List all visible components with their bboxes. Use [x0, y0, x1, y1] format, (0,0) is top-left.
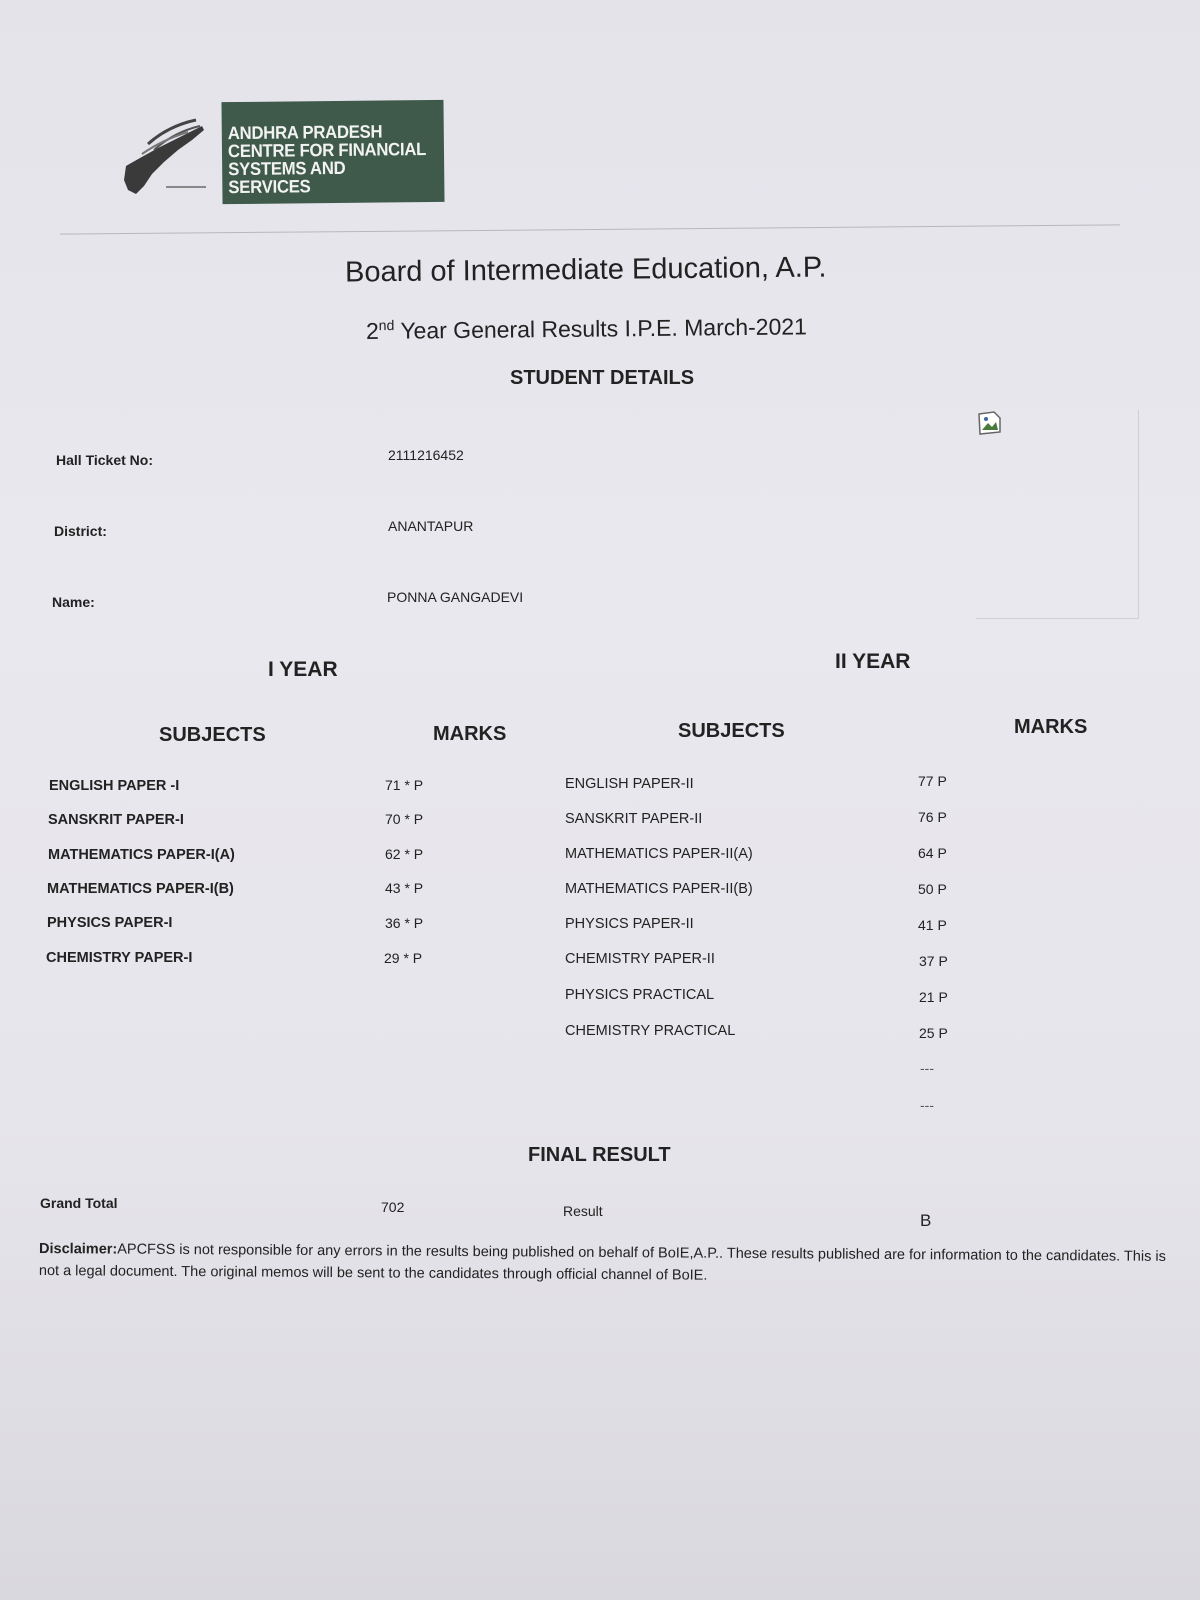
second-year-subject: ENGLISH PAPER-II [565, 776, 694, 792]
hall-ticket-value: 2111216452 [388, 447, 464, 463]
student-details-heading: STUDENT DETAILS [510, 367, 695, 389]
logo-line-3: SYSTEMS AND SERVICES [228, 157, 346, 198]
result-label: Result [563, 1203, 603, 1219]
first-year-marks: 36 * P [385, 915, 424, 931]
second-year-marks: 76 P [918, 809, 947, 825]
second-year-subjects-header: SUBJECTS [678, 720, 785, 742]
first-year-marks: 71 * P [385, 777, 424, 793]
logo-line-2: CENTRE FOR FINANCIAL [227, 139, 427, 162]
student-photo-placeholder [976, 410, 1139, 619]
second-year-subject: MATHEMATICS PAPER-II(B) [565, 881, 753, 897]
final-result-heading: FINAL RESULT [528, 1144, 671, 1166]
name-value: PONNA GANGADEVI [387, 589, 524, 605]
second-year-subject: PHYSICS PAPER-II [565, 916, 694, 932]
first-year-marks: 43 * P [385, 880, 424, 896]
second-year-empty-marks: --- [920, 1060, 934, 1076]
second-year-subject: CHEMISTRY PAPER-II [565, 951, 715, 967]
first-year-subject: MATHEMATICS PAPER-I(B) [47, 881, 234, 897]
first-year-marks: 70 * P [385, 811, 424, 827]
apcfss-logo [221, 100, 444, 204]
ap-state-map-logo-icon [118, 114, 210, 206]
district-value: ANANTAPUR [388, 518, 474, 534]
first-year-heading: I YEAR [268, 658, 338, 681]
first-year-subject: ENGLISH PAPER -I [49, 778, 180, 794]
header-divider [60, 224, 1120, 234]
first-year-subject: SANSKRIT PAPER-I [48, 812, 184, 828]
second-year-subject: CHEMISTRY PRACTICAL [565, 1023, 736, 1039]
second-year-marks: 41 P [918, 917, 947, 933]
name-label: Name: [52, 594, 95, 610]
second-year-subject: MATHEMATICS PAPER-II(A) [565, 846, 753, 862]
logo-line-1: ANDHRA PRADESH [227, 121, 383, 144]
page-title: Board of Intermediate Education, A.P. [344, 251, 827, 289]
second-year-heading: II YEAR [835, 650, 911, 673]
second-year-empty-marks: --- [920, 1097, 934, 1113]
disclaimer: Disclaimer:APCFSS is not responsible for any errors in the results being published on behalf of BoIE,A.P.. These results published are for information to the candidates. This is not a legal document. The original memos will be sent to the candidates through official channel of BoIE. [38, 1241, 1166, 1284]
first-year-marks-header: MARKS [433, 723, 507, 745]
broken-image-icon [976, 410, 1004, 436]
second-year-marks: 50 P [918, 881, 947, 897]
first-year-subject: CHEMISTRY PAPER-I [46, 950, 193, 966]
hall-ticket-label: Hall Ticket No: [56, 452, 153, 468]
first-year-subject: PHYSICS PAPER-I [47, 915, 173, 931]
district-label: District: [54, 523, 107, 539]
second-year-marks: 77 P [918, 773, 947, 789]
page-subtitle: 2nd Year General Results I.P.E. March-2021 [365, 313, 808, 344]
grand-total-value: 702 [381, 1199, 405, 1215]
second-year-marks-header: MARKS [1014, 716, 1088, 738]
second-year-marks: 64 P [918, 845, 947, 861]
result-value: B [920, 1211, 932, 1230]
second-year-subject: SANSKRIT PAPER-II [565, 811, 703, 827]
second-year-marks: 21 P [919, 989, 948, 1005]
second-year-marks: 25 P [919, 1025, 948, 1041]
first-year-subject: MATHEMATICS PAPER-I(A) [48, 847, 235, 863]
second-year-marks: 37 P [919, 953, 948, 969]
grand-total-label: Grand Total [40, 1195, 118, 1211]
first-year-subjects-header: SUBJECTS [159, 724, 266, 746]
second-year-subject: PHYSICS PRACTICAL [565, 987, 715, 1003]
first-year-marks: 62 * P [385, 846, 424, 862]
first-year-marks: 29 * P [384, 950, 423, 966]
